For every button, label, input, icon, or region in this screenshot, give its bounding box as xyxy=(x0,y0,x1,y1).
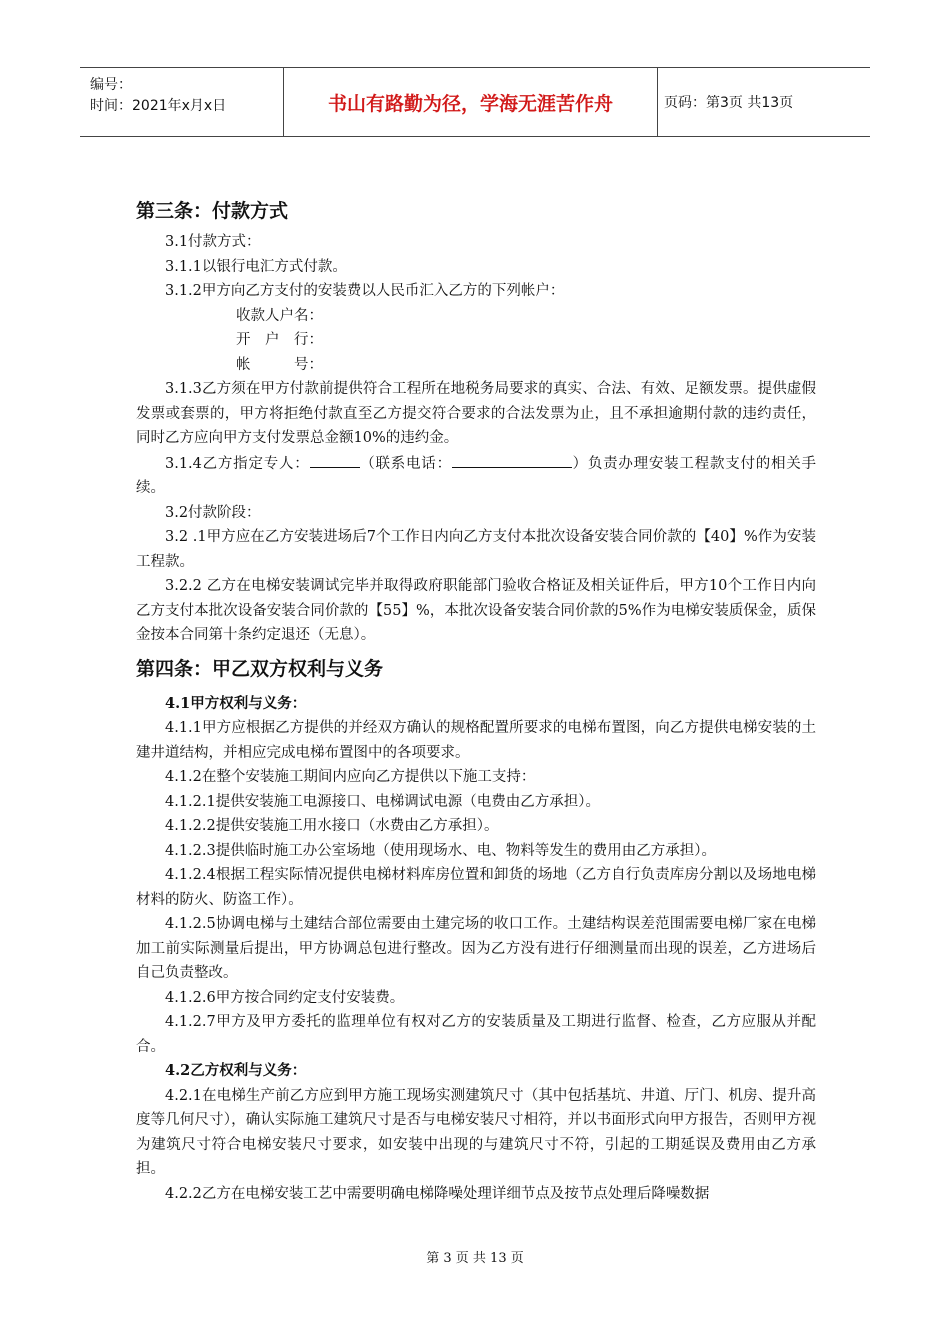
subheading: 4.2乙方权利与义务： xyxy=(165,1062,307,1079)
paragraph: 3.2付款阶段： xyxy=(165,504,261,521)
paragraph: 3.1付款方式： xyxy=(165,234,261,250)
header-table xyxy=(80,67,870,137)
paragraph: 3.1.3乙方须在甲方付款前提供符合工程所在地税务局要求的真实、合法、有效、足额发票。提供虚假发票或套票的，甲方将拒绝付款直至乙方提交符合要求的合法发票为止，且不承担逾期付款的违约责任，同时乙方应向甲方支付发票总金额10%的违约金。 xyxy=(136,381,816,446)
colon-text: ： xyxy=(294,455,310,472)
document-body xyxy=(136,196,816,1206)
page-footer: 第 3 页 共 13 页 xyxy=(426,1251,524,1266)
paragraph: 4.1.2.6甲方按合同约定支付安装费。 xyxy=(165,989,405,1006)
text: ）负责办理安装工程款支付的相关手续。 xyxy=(136,455,817,496)
paragraph: 4.1.2.5协调电梯与土建结合部位需要由土建完场的收口工作。土建结构误差范围需要电梯厂家在电梯加工前实际测量后提出，甲方协调总包进行整改。因为乙方没有进行仔细测量而出现的误差，乙方进场后自己负责整改。 xyxy=(136,916,816,981)
motto: 书山有路勤为径，学海无涯苦作舟 xyxy=(284,68,658,136)
blank-line xyxy=(452,451,572,468)
subheading: 4.1甲方权利与义务： xyxy=(165,694,307,712)
paragraph: 3.2.2 乙方在电梯安装调试完毕并取得政府职能部门验收合格证及相关证件后，甲方10个工作日内向乙方支付本批次设备安装合同价款的【55】%，本批次设备安装合同价款的5%作为电梯安装质保金，质保金按本合同第十条约定退还（无息）。 xyxy=(136,578,816,643)
paragraph: 4.2.2乙方在电梯安装工艺中需要明确电梯降噪处理详细节点及按节点处理后降噪数据 xyxy=(165,1185,710,1202)
paragraph: 4.1.1甲方应根据乙方提供的并经双方确认的规格配置所要求的电梯布置图，向乙方提供电梯安装的土建井道结构，并相应完成电梯布置图中的各项要求。 xyxy=(136,720,816,761)
text: 3.1.4乙方指定专人 xyxy=(165,455,295,472)
paragraph: 4.1.2.7甲方及甲方委托的监理单位有权对乙方的安装质量及工期进行监督、检查，乙方应服从并配合。 xyxy=(136,1014,816,1055)
contact-person-paragraph xyxy=(136,451,816,501)
bank-label: 开 户 行： xyxy=(236,332,323,348)
page-info: 页码：第3页 共13页 xyxy=(664,95,794,111)
paragraph: 3.2 .1甲方应在乙方安装进场后7个工作日内向乙方支付本批次设备安装合同价款的【40】%作为安装工程款。 xyxy=(136,529,816,570)
paragraph: 4.1.2.3提供临时施工办公室场地（使用现场水、电、物料等发生的费用由乙方承担）。 xyxy=(165,842,716,859)
account-number-label: 帐 号： xyxy=(236,356,323,373)
paragraph: 4.1.2在整个安装施工期间内应向乙方提供以下施工支持： xyxy=(165,769,536,785)
paragraph: 4.1.2.1提供安装施工电源接口、电梯调试电源（电费由乙方承担）。 xyxy=(165,793,600,810)
paragraph: 3.1.1以银行电汇方式付款。 xyxy=(165,258,347,275)
date-label: 时间：2021年x月x日 xyxy=(90,98,227,114)
paragraph: 4.1.2.2提供安装施工用水接口（水费由乙方承担）。 xyxy=(165,818,499,834)
section4-title: 第四条：甲乙双方权利与义务 xyxy=(136,657,384,680)
blank-line xyxy=(310,451,360,468)
account-name-label: 收款人户名： xyxy=(236,307,323,324)
text: （联系电话： xyxy=(359,455,452,472)
paragraph: 3.1.2甲方向乙方支付的安装费以人民币汇入乙方的下列帐户： xyxy=(165,283,565,299)
number-label: 编号： xyxy=(90,77,132,93)
section3-title: 第三条：付款方式 xyxy=(136,200,289,222)
paragraph: 4.2.1在电梯生产前乙方应到甲方施工现场实测建筑尺寸（其中包括基坑、井道、厅门、机房、提升高度等几何尺寸），确认实际施工建筑尺寸是否与电梯安装尺寸相符，并以书面形式向甲方报告，否则甲方视为建筑尺寸符合电梯安装尺寸要求，如安装中出现的与建筑尺寸不符，引起的工期延误及费用由乙方承担。 xyxy=(136,1087,816,1177)
header-info-cell xyxy=(80,68,284,136)
paragraph: 4.1.2.4根据工程实际情况提供电梯材料库房位置和卸货的场地（乙方自行负责库房分割以及场地电梯材料的防火、防盗工作）。 xyxy=(136,867,816,908)
